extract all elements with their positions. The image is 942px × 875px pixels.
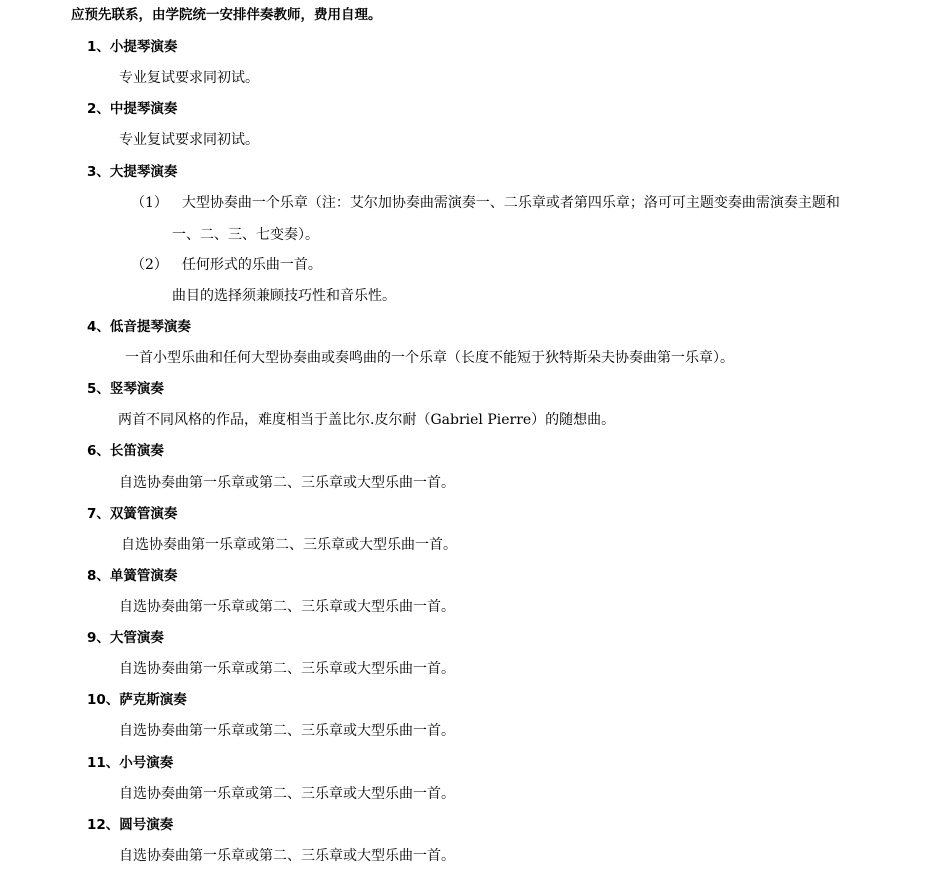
section-body-viola: 专业复试要求同初试。 — [119, 132, 259, 148]
section-heading-viola: 2、中提琴演奏 — [87, 101, 178, 117]
cello-item-1-number: （1） — [131, 195, 168, 211]
section-body-saxophone: 自选协奏曲第一乐章或第二、三乐章或大型乐曲一首。 — [119, 723, 455, 739]
section-heading-double-bass: 4、低音提琴演奏 — [87, 319, 191, 335]
section-heading-trumpet: 11、小号演奏 — [87, 755, 174, 771]
section-heading-saxophone: 10、萨克斯演奏 — [87, 692, 187, 708]
cello-item-2-number: （2） — [131, 257, 168, 273]
cello-item-1-continuation: 一、二、三、七变奏）。 — [172, 227, 319, 243]
section-body-horn: 自选协奏曲第一乐章或第二、三乐章或大型乐曲一首。 — [119, 848, 455, 864]
section-heading-horn: 12、圆号演奏 — [87, 817, 174, 833]
section-body-trumpet: 自选协奏曲第一乐章或第二、三乐章或大型乐曲一首。 — [119, 786, 455, 802]
section-heading-oboe: 7、双簧管演奏 — [87, 506, 178, 522]
section-body-violin: 专业复试要求同初试。 — [119, 70, 259, 86]
section-heading-cello: 3、大提琴演奏 — [87, 164, 178, 180]
section-heading-bassoon: 9、大管演奏 — [87, 630, 164, 646]
section-heading-clarinet: 8、单簧管演奏 — [87, 568, 178, 584]
section-body-clarinet: 自选协奏曲第一乐章或第二、三乐章或大型乐曲一首。 — [119, 599, 455, 615]
cello-item-2-text: 任何形式的乐曲一首。 — [181, 257, 322, 273]
section-heading-violin: 1、小提琴演奏 — [87, 39, 178, 55]
section-body-bassoon: 自选协奏曲第一乐章或第二、三乐章或大型乐曲一首。 — [119, 661, 455, 677]
section-body-harp: 两首不同风格的作品，难度相当于盖比尔.皮尔耐（Gabriel Pierre）的随想曲。 — [118, 412, 616, 428]
intro-text: 应预先联系，由学院统一安排伴奏教师，费用自理。 — [71, 7, 382, 23]
section-heading-flute: 6、长笛演奏 — [87, 443, 164, 459]
cello-item-2 — [131, 256, 322, 274]
cello-item-1-text: 大型协奏曲一个乐章（注：艾尔加协奏曲需演奏一、二乐章或者第四乐章；洛可可主题变奏曲需演奏主题和 — [181, 195, 840, 211]
section-body-double-bass: 一首小型乐曲和任何大型协奏曲或奏鸣曲的一个乐章（长度不能短于狄特斯朵夫协奏曲第一乐章）。 — [125, 350, 734, 366]
section-heading-harp: 5、竖琴演奏 — [87, 381, 164, 397]
section-body-oboe: 自选协奏曲第一乐章或第二、三乐章或大型乐曲一首。 — [121, 537, 457, 553]
cello-note: 曲目的选择须兼顾技巧性和音乐性。 — [172, 288, 396, 304]
cello-item-1 — [131, 194, 840, 212]
section-body-flute: 自选协奏曲第一乐章或第二、三乐章或大型乐曲一首。 — [119, 475, 455, 491]
